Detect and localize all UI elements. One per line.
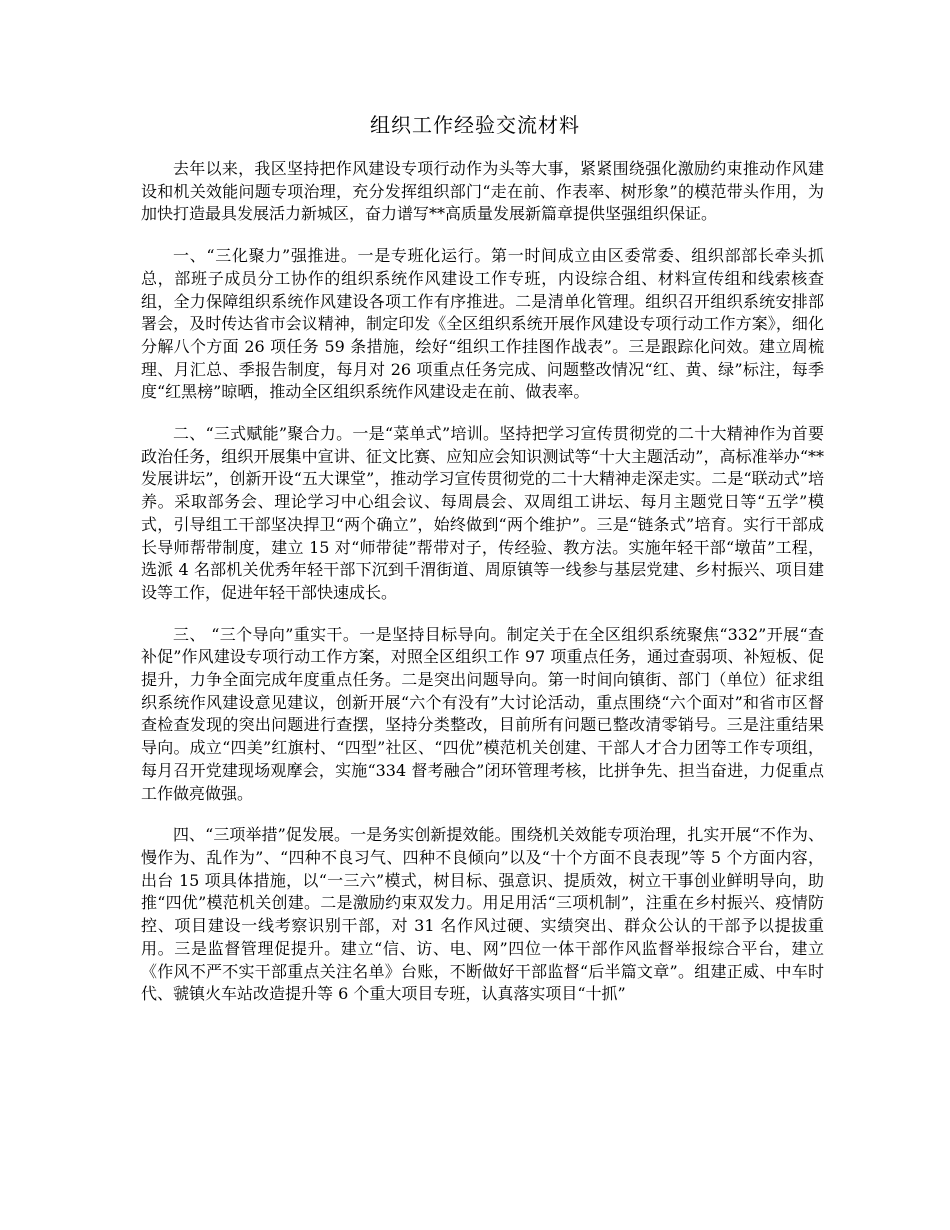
paragraph-section-4: 四、“三项举措”促发展。一是务实创新提效能。围绕机关效能专项治理，扎实开展“不作为、慢作为、乱作为”、“四种不良习气、四种不良倾向”以及“十个方面不良表现”等 5 个方面内容，出台 15 项具体措施，以“一三六”模式，树目标、强意识、提质效，树立干事创业鲜明导向，助推“四优”模范机关创建。二是激励约束双发力。用足用活“三项机制”，注重在乡村振兴、疫情防控、项目建设一线考察识别干部，对 31 名作风过硬、实绩突出、群众公认的干部予以提拔重用。三是监督管理促提升。建立“信、访、电、网”四位一体干部作风监督举报综合平台，建立《作风不严不实干部重点关注名单》台账，不断做好干部监督“后半篇文章”。组建正威、中车时代、虢镇火车站改造提升等 6 个重大项目专班，认真落实项目“十抓” <box>141 825 824 1004</box>
paragraph-section-3: 三、 “三个导向”重实干。一是坚持目标导向。制定关于在全区组织系统聚焦“332”开展“查补促”作风建设专项行动工作方案，对照全区组织工作 97 项重点任务，通过查弱项、补短板、促提升，力争全面完成年度重点任务。二是突出问题导向。第一时间向镇街、部门（单位）征求组织系统作风建设意见建议，创新开展“六个有没有”大讨论活动，重点围绕“六个面对”和省市区督查检查发现的突出问题进行查摆，坚持分类整改，目前所有问题已整改清零销号。三是注重结果导向。成立“四美”红旗村、“四型”社区、“四优”模范机关创建、干部人才合力团等工作专项组，每月召开党建现场观摩会，实施“334 督考融合”闭环管理考核，比拼争先、担当奋进，力促重点工作做亮做强。 <box>141 624 824 803</box>
document-title: 组织工作经验交流材料 <box>370 113 580 137</box>
paragraph-intro: 去年以来，我区坚持把作风建设专项行动作为头等大事，紧紧围绕强化激励约束推动作风建设和机关效能问题专项治理，充分发挥组织部门“走在前、作表率、树形象”的模范带头作用，为加快打造最具发展活力新城区，奋力谱写**高质量发展新篇章提供坚强组织保证。 <box>141 159 824 224</box>
paragraph-section-2: 二、“三式赋能”聚合力。一是“菜单式”培训。坚持把学习宣传贯彻党的二十大精神作为首要政治任务，组织开展集中宣讲、征文比赛、应知应会知识测试等“十大主题活动”，高标准举办“**发展讲坛”，创新开设“五大课堂”，推动学习宣传贯彻党的二十大精神走深走实。二是“联动式”培养。采取部务会、理论学习中心组会议、每周晨会、双周组工讲坛、每月主题党日等“五学”模式，引导组工干部坚决捍卫“两个确立”，始终做到“两个维护”。三是“链条式”培育。实行干部成长导师帮带制度，建立 15 对“师带徒”帮带对子，传经验、教方法。实施年轻干部“墩苗”工程，选派 4 名部机关优秀年轻干部下沉到千渭街道、周原镇等一线参与基层党建、乡村振兴、项目建设等工作，促进年轻干部快速成长。 <box>141 424 824 602</box>
document-body <box>141 158 824 1025</box>
paragraph-section-1: 一、“三化聚力”强推进。一是专班化运行。第一时间成立由区委常委、组织部部长牵头抓总，部班子成员分工协作的组织系统作风建设工作专班，内设综合组、材料宣传组和线索核查组，全力保障组织系统作风建设各项工作有序推进。二是清单化管理。组织召开组织系统安排部署会，及时传达省市会议精神，制定印发《全区组织系统开展作风建设专项行动工作方案》，细化分解八个方面 26 项任务 59 条措施，绘好“组织工作挂图作战表”。三是跟踪化问效。建立周梳理、月汇总、季报告制度，每月对 26 项重点任务完成、问题整改情况“红、黄、绿”标注，每季度“红黑榜”晾晒，推动全区组织系统作风建设走在前、做表率。 <box>141 246 824 402</box>
